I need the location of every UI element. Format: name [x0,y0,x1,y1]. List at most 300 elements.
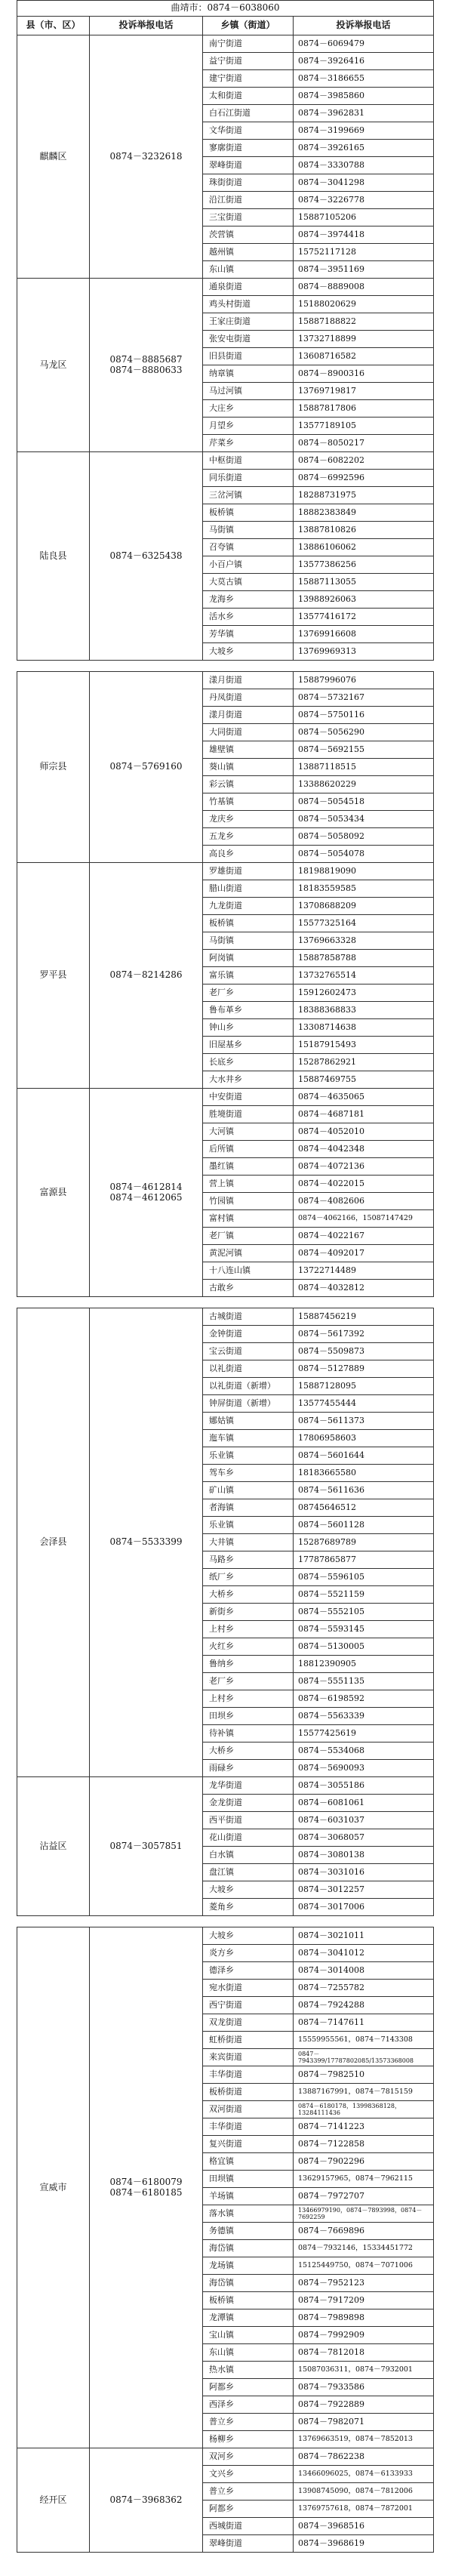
township-name: 太和街道 [203,88,294,105]
township-name: 大庄乡 [203,400,294,418]
township-phone: 0874－5534068 [294,1742,434,1760]
township-name: 月望乡 [203,418,294,435]
township-phone: 0874－8900316 [294,365,434,383]
township-name: 大桥乡 [203,1586,294,1604]
township-name: 马街镇 [203,522,294,539]
township-name: 德泽乡 [203,1962,294,1980]
township-name: 后所镇 [203,1141,294,1158]
city-hotline: 曲靖市：0874－6038060 [17,1,434,17]
section-gap-cell [17,661,434,672]
township-name: 阿都乡 [203,2379,294,2396]
township-phone: 0874－5053434 [294,811,434,828]
township-phone: 0874－3226778 [294,192,434,209]
township-phone: 15577425619 [294,1725,434,1742]
township-name: 小百户镇 [203,556,294,574]
township-phone: 18198819090 [294,863,434,880]
township-name: 马过河镇 [203,383,294,400]
township-phone: 15887456219 [294,1308,434,1326]
township-phone: 0874－7669896 [294,2223,434,2240]
township-name: 高良乡 [203,846,294,863]
township-phone: 0874－5552105 [294,1604,434,1621]
township-name: 老厂镇 [203,1228,294,1245]
township-name: 中枢街道 [203,452,294,470]
complaint-hotline-document [17,0,433,2553]
township-name: 雨碌乡 [203,1760,294,1777]
township-name: 鸡头村街道 [203,296,294,313]
township-name: 格宜镇 [203,2153,294,2171]
township-name: 九龙街道 [203,898,294,915]
header-township: 乡镇（街道） [203,17,294,35]
table-row [17,1927,434,1945]
township-phone: 15187915493 [294,1037,434,1054]
township-phone: 0874－3985860 [294,88,434,105]
township-name: 活水乡 [203,609,294,626]
township-phone: 15887105206 [294,209,434,226]
township-name: 龙海乡 [203,591,294,609]
township-phone: 08745646512 [294,1499,434,1517]
township-name: 茨营镇 [203,226,294,244]
township-name: 罗雄街道 [203,863,294,880]
county-phone: 0874－5533399 [90,1308,203,1777]
township-phone: 13466979190，0874－7893998，0874－7692259 [294,2205,434,2223]
township-phone: 0874－6069479 [294,35,434,53]
township-phone: 0874－4032812 [294,1280,434,1297]
table-row [17,2448,434,2466]
township-phone: 0874－5509873 [294,1343,434,1360]
township-name: 芳华镇 [203,626,294,643]
township-name: 旧屋基乡 [203,1037,294,1054]
township-name: 矿山镇 [203,1482,294,1499]
township-name: 雄壁镇 [203,741,294,759]
township-phone: 0874－7255782 [294,1980,434,1997]
township-phone: 13466096025，0874－6133933 [294,2466,434,2483]
township-phone: 0874－7122858 [294,2136,434,2153]
table-row [17,1308,434,1326]
township-name: 阿都乡 [203,2501,294,2518]
township-name: 待补镇 [203,1725,294,1742]
township-phone: 15887128095 [294,1378,434,1395]
township-phone: 13388620229 [294,776,434,793]
township-name: 金龙街道 [203,1795,294,1812]
township-name: 西城街道 [203,2518,294,2535]
township-name: 乐业镇 [203,1517,294,1534]
township-name: 富村镇 [203,1210,294,1228]
township-name: 新街乡 [203,1604,294,1621]
township-name: 越州镇 [203,244,294,261]
county-name: 马龙区 [17,279,90,452]
township-phone: 0874－3055186 [294,1777,434,1795]
township-phone: 15125449750，0874－7071006 [294,2257,434,2275]
county-name: 师宗县 [17,672,90,863]
township-name: 沿江街道 [203,192,294,209]
township-name: 竹园镇 [203,1193,294,1210]
table-row [17,672,434,689]
township-name: 以礼街道 [203,1360,294,1378]
township-phone: 0874－4022015 [294,1176,434,1193]
township-name: 复兴街道 [203,2136,294,2153]
township-phone: 18882383849 [294,504,434,522]
township-phone: 0874－5551135 [294,1673,434,1690]
county-phone: 0874－8885687 0874－8880633 [90,279,203,452]
township-name: 普立乡 [203,2483,294,2501]
township-name: 龙庆乡 [203,811,294,828]
township-name: 中安街道 [203,1089,294,1106]
township-phone: 0874－8889008 [294,279,434,296]
header-township-phone: 投诉举报电话 [294,17,434,35]
township-name: 三岔河镇 [203,487,294,504]
township-name: 大坡乡 [203,643,294,661]
township-name: 龙场镇 [203,2257,294,2275]
township-phone: 0874－3951169 [294,261,434,279]
township-phone: 0874－4082606 [294,1193,434,1210]
township-name: 大水井乡 [203,1071,294,1089]
township-name: 漾月街道 [203,672,294,689]
township-name: 杨柳乡 [203,2431,294,2448]
township-phone: 0874－5054518 [294,793,434,811]
township-phone: 0874－3031016 [294,1864,434,1881]
township-name: 盘江镇 [203,1864,294,1881]
township-phone: 0874－6180178，13998368128，13284111436 [294,2101,434,2118]
township-name: 大坡乡 [203,1927,294,1945]
township-phone: 0874－7989898 [294,2309,434,2327]
township-name: 大莫古镇 [203,574,294,591]
township-phone: 13577386256 [294,556,434,574]
township-phone: 0874－5593145 [294,1621,434,1638]
township-name: 菱角乡 [203,1899,294,1916]
county-phone: 0874－3968362 [90,2448,203,2553]
township-name: 寥廓街道 [203,140,294,157]
township-name: 文华街道 [203,122,294,140]
township-phone: 13908745090，0874－7812006 [294,2483,434,2501]
hotline-table [17,0,434,2553]
township-name: 虹桥街道 [203,2032,294,2049]
township-phone: 0874－5692155 [294,741,434,759]
township-phone: 13769969313 [294,643,434,661]
township-phone: 0874－3968516 [294,2518,434,2535]
township-name: 南宁街道 [203,35,294,53]
township-name: 乐业镇 [203,1447,294,1465]
township-phone: 13769916608 [294,626,434,643]
township-name: 双河街道 [203,2101,294,2118]
township-name: 珠街街道 [203,174,294,192]
township-phone: 0874－4635065 [294,1089,434,1106]
township-phone: 0874－3199669 [294,122,434,140]
township-phone: 0874－4092017 [294,1245,434,1262]
township-phone: 15887817806 [294,400,434,418]
township-name: 丰华街道 [203,2066,294,2084]
township-phone: 0874－4072136 [294,1158,434,1176]
township-phone: 15887469755 [294,1071,434,1089]
township-phone: 0874－7982071 [294,2414,434,2431]
township-phone: 13577189105 [294,418,434,435]
township-phone: 0874－3021011 [294,1927,434,1945]
township-phone: 0874－6198592 [294,1690,434,1708]
township-phone: 0874－3012257 [294,1881,434,1899]
township-phone: 13629157965，0874－7962115 [294,2171,434,2188]
township-name: 田坝乡 [203,1708,294,1725]
county-name: 宣威市 [17,1927,90,2448]
township-name: 上村乡 [203,1690,294,1708]
table-row [17,1089,434,1106]
township-phone: 0874－3186655 [294,70,434,88]
township-name: 白石江街道 [203,105,294,122]
township-phone: 0874－6031037 [294,1812,434,1829]
township-phone: 13887810826 [294,522,434,539]
township-phone: 0874－3080138 [294,1847,434,1864]
township-phone: 18812390905 [294,1656,434,1673]
township-name: 来宾街道 [203,2049,294,2066]
county-phone: 0874－6325438 [90,452,203,661]
township-name: 阿岗镇 [203,950,294,967]
township-phone: 0874－3926165 [294,140,434,157]
township-name: 竹基镇 [203,793,294,811]
township-name: 大河镇 [203,1123,294,1141]
county-name: 罗平县 [17,863,90,1089]
township-name: 马路乡 [203,1551,294,1569]
township-name: 板桥镇 [203,504,294,522]
township-phone: 18183665580 [294,1465,434,1482]
township-name: 龙潭镇 [203,2309,294,2327]
township-name: 东山镇 [203,261,294,279]
township-name: 以礼街道（新增） [203,1378,294,1395]
township-name: 板桥镇 [203,915,294,932]
city-row [17,1,434,17]
township-name: 龙华街道 [203,1777,294,1795]
township-phone: 0874－5690093 [294,1760,434,1777]
township-name: 大坡乡 [203,1881,294,1899]
township-name: 张安屯街道 [203,331,294,348]
county-phone: 0874－8214286 [90,863,203,1089]
township-name: 胜境街道 [203,1106,294,1123]
township-name: 三宝街道 [203,209,294,226]
township-name: 西平街道 [203,1812,294,1829]
township-name: 宝云街道 [203,1343,294,1360]
township-phone: 13769663519，0874－7852013 [294,2431,434,2448]
township-name: 长底乡 [203,1054,294,1071]
township-name: 宛水街道 [203,1980,294,1997]
township-phone: 0874－3968619 [294,2535,434,2553]
section-gap-cell [17,1297,434,1308]
township-phone: 0874－5127889 [294,1360,434,1378]
township-name: 热水镇 [203,2362,294,2379]
township-phone: 0874－3926416 [294,53,434,70]
township-name: 普立乡 [203,2414,294,2431]
township-name: 建宁街道 [203,70,294,88]
township-phone: 0874－5601128 [294,1517,434,1534]
section-gap [17,1916,434,1927]
township-name: 富乐镇 [203,967,294,984]
township-phone: 0874－7902296 [294,2153,434,2171]
township-name: 羊场镇 [203,2188,294,2205]
township-phone: 15559955561，0874－7143308 [294,2032,434,2049]
township-name: 通泉街道 [203,279,294,296]
township-name: 大同街道 [203,724,294,741]
township-phone: 0874－3041012 [294,1945,434,1962]
header-county: 县（市、区） [17,17,90,35]
township-phone: 0874－7972707 [294,2188,434,2205]
township-phone: 0874－7917209 [294,2292,434,2309]
county-phone: 0874－5769160 [90,672,203,863]
township-phone: 0874－4687181 [294,1106,434,1123]
township-phone: 0874－4062166，15087147429 [294,1210,434,1228]
township-phone: 0874－4052010 [294,1123,434,1141]
township-name: 翠峰街道 [203,2535,294,2553]
township-phone: 0874－5130005 [294,1638,434,1656]
township-phone: 15087036311，0874－7932001 [294,2362,434,2379]
township-phone: 15577325164 [294,915,434,932]
township-name: 白水镇 [203,1847,294,1864]
township-phone: 13769719817 [294,383,434,400]
township-name: 十八连山镇 [203,1262,294,1280]
township-phone: 13732718899 [294,331,434,348]
township-name: 宝山镇 [203,2327,294,2344]
township-name: 钟屏街道（新增） [203,1395,294,1413]
township-phone: 0874－3962831 [294,105,434,122]
township-name: 老厂乡 [203,984,294,1002]
township-phone: 0874－5750116 [294,707,434,724]
township-name: 纳章镇 [203,365,294,383]
township-phone: 15887858788 [294,950,434,967]
township-phone: 0874－7932146，15334451772 [294,2240,434,2257]
township-phone: 15912602473 [294,984,434,1002]
township-name: 板桥街道 [203,2084,294,2101]
township-name: 火红乡 [203,1638,294,1656]
township-name: 田坝镇 [203,2171,294,2188]
table-row [17,35,434,53]
township-name: 老厂乡 [203,1673,294,1690]
township-phone: 13887118515 [294,759,434,776]
township-phone: 15287862921 [294,1054,434,1071]
township-name: 双龙街道 [203,2014,294,2032]
township-name: 黄泥河镇 [203,1245,294,1262]
township-name: 彩云镇 [203,776,294,793]
township-phone: 0847－7943399/17787802085/13573368008 [294,2049,434,2066]
township-name: 丰华街道 [203,2118,294,2136]
township-phone: 13769757618，0874－7872001 [294,2501,434,2518]
section-gap [17,661,434,672]
table-row [17,1777,434,1795]
township-name: 上村乡 [203,1621,294,1638]
table-row [17,279,434,296]
township-name: 金钟街道 [203,1326,294,1343]
township-name: 落水镇 [203,2205,294,2223]
county-name: 陆良县 [17,452,90,661]
township-phone: 18183559585 [294,880,434,898]
township-phone: 13886106062 [294,539,434,556]
township-name: 板桥镇 [203,2292,294,2309]
township-phone: 0874－5596105 [294,1569,434,1586]
township-name: 双河乡 [203,2448,294,2466]
township-phone: 0874－5617392 [294,1326,434,1343]
township-name: 同乐街道 [203,470,294,487]
township-phone: 0874－6082202 [294,452,434,470]
township-name: 芹菜乡 [203,435,294,452]
township-name: 大桥乡 [203,1742,294,1760]
township-name: 大井镇 [203,1534,294,1551]
township-name: 鲁纳乡 [203,1656,294,1673]
township-phone: 0874－5056290 [294,724,434,741]
township-phone: 0874－3330788 [294,157,434,174]
county-name: 麒麟区 [17,35,90,279]
township-phone: 0874－3041298 [294,174,434,192]
township-name: 营上镇 [203,1176,294,1193]
township-name: 钟山乡 [203,1019,294,1037]
township-phone: 0874－7952123 [294,2275,434,2292]
township-name: 娜姑镇 [203,1413,294,1430]
county-phone: 0874－3057851 [90,1777,203,1916]
township-phone: 0874－5058092 [294,828,434,846]
township-phone: 0874－7992909 [294,2327,434,2344]
county-phone: 0874－4612814 0874－4612065 [90,1089,203,1297]
table-row [17,452,434,470]
township-phone: 15887188822 [294,313,434,331]
township-name: 驾车乡 [203,1465,294,1482]
township-phone: 0874－5732167 [294,689,434,707]
township-phone: 13577455444 [294,1395,434,1413]
county-name: 会泽县 [17,1308,90,1777]
township-phone: 18388368833 [294,1002,434,1019]
township-phone: 0874－7862238 [294,2448,434,2466]
township-phone: 13732765514 [294,967,434,984]
township-phone: 0874－3017006 [294,1899,434,1916]
township-phone: 0874－7933586 [294,2379,434,2396]
township-phone: 13577416172 [294,609,434,626]
township-name: 翠峰街道 [203,157,294,174]
township-phone: 0874－3068057 [294,1829,434,1847]
township-phone: 0874－7812018 [294,2344,434,2362]
township-phone: 0874－5563339 [294,1708,434,1725]
header-row [17,17,434,35]
township-phone: 0874－5054078 [294,846,434,863]
township-phone: 13988926063 [294,591,434,609]
township-name: 漾月街道 [203,707,294,724]
township-name: 东山镇 [203,2344,294,2362]
township-name: 古敢乡 [203,1280,294,1297]
township-phone: 0874－7982510 [294,2066,434,2084]
township-name: 迤车镇 [203,1430,294,1447]
township-phone: 17806958603 [294,1430,434,1447]
township-phone: 0874－7924288 [294,1997,434,2014]
township-phone: 17787865877 [294,1551,434,1569]
township-phone: 13608716582 [294,348,434,365]
township-name: 海岱镇 [203,2240,294,2257]
township-phone: 13708688209 [294,898,434,915]
township-name: 墨红镇 [203,1158,294,1176]
township-phone: 0874－3974418 [294,226,434,244]
township-phone: 13887167991，0874－7815159 [294,2084,434,2101]
township-phone: 15287689789 [294,1534,434,1551]
township-name: 文兴乡 [203,2466,294,2483]
county-phone: 0874－3232618 [90,35,203,279]
township-phone: 0874－8050217 [294,435,434,452]
township-name: 鲁布革乡 [203,1002,294,1019]
township-phone: 0874－4022167 [294,1228,434,1245]
township-phone: 0874－6081061 [294,1795,434,1812]
township-name: 召夸镇 [203,539,294,556]
county-name: 沾益区 [17,1777,90,1916]
township-phone: 0874－5601644 [294,1447,434,1465]
township-name: 西宁街道 [203,1997,294,2014]
township-name: 纸厂乡 [203,1569,294,1586]
township-name: 马街镇 [203,932,294,950]
township-name: 旧县街道 [203,348,294,365]
township-phone: 18288731975 [294,487,434,504]
township-phone: 0874－3014008 [294,1962,434,1980]
township-name: 王家庄街道 [203,313,294,331]
township-name: 者海镇 [203,1499,294,1517]
township-phone: 0874－4042348 [294,1141,434,1158]
township-phone: 0874－6992596 [294,470,434,487]
